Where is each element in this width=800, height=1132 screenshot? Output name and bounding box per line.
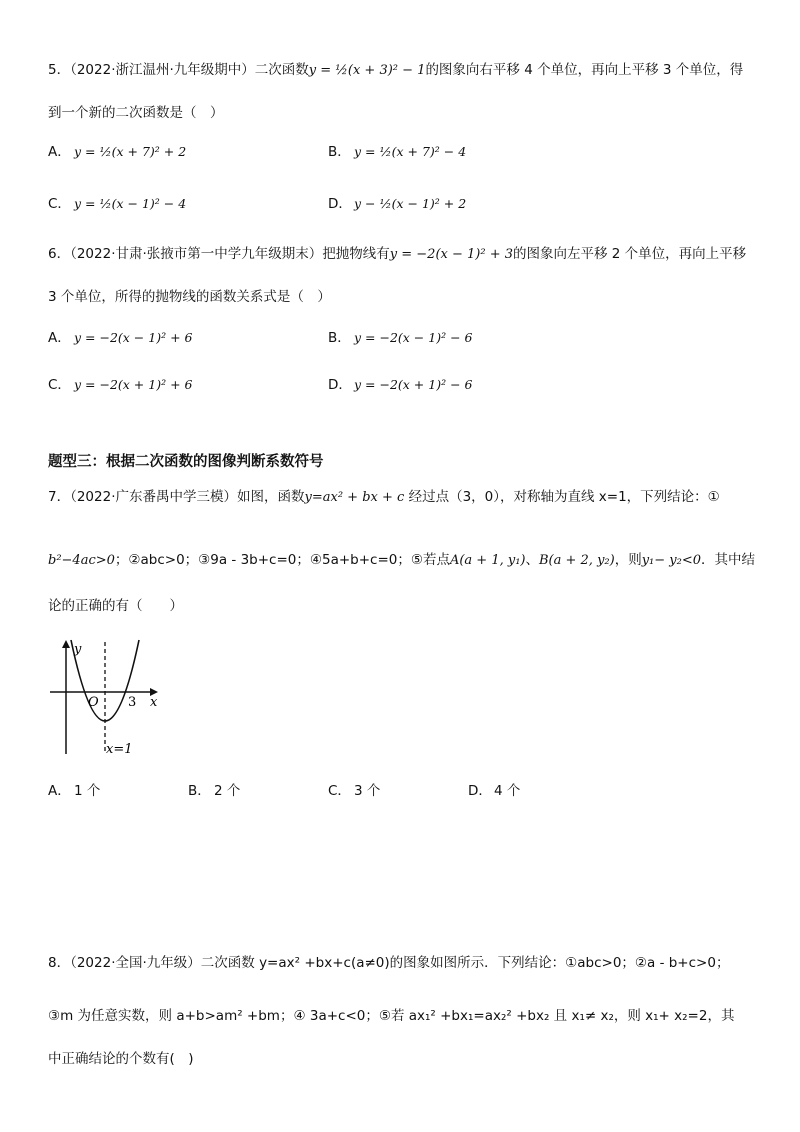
option-label: B． (328, 330, 351, 346)
q5-option-d[interactable] (328, 192, 466, 212)
q7-tail: ．其中结 (701, 552, 756, 568)
q5-prefix: 5．（2022·浙江温州·九年级期中）二次函数 (48, 62, 309, 78)
q8-line1: 8．（2022·全国·九年级）二次函数 y=ax² +bx+c(a≠0)的图象如图所示．下列结论：①abc>0；②a - b+c>0； (48, 955, 730, 971)
option-label: B． (328, 144, 351, 160)
q6-prefix: 6．（2022·甘肃·张掖市第一中学九年级期末）把抛物线有 (48, 246, 390, 262)
section-heading: 题型三：根据二次函数的图像判断系数符号 (48, 454, 324, 470)
option-formula: y = −2(x + 1)² + 6 (74, 377, 193, 392)
q6-line1 (48, 244, 746, 265)
symmetry-axis-label: x=1 (106, 742, 133, 757)
q5-suffix: 的图象向右平移 4 个单位，再向上平移 3 个单位，得 (425, 62, 744, 78)
q7-separator: 、 (525, 552, 539, 568)
q7-prefix: 7．（2022·广东番禺中学三模）如图，函数 (48, 489, 305, 505)
option-label: D． (328, 196, 352, 212)
q5-line2: 到一个新的二次函数是（ ） (48, 105, 224, 121)
q7-option-c[interactable] (328, 779, 380, 799)
option-text: 1 个 (74, 783, 101, 799)
option-label: A． (48, 144, 71, 160)
x-axis-label: x (150, 695, 158, 710)
q5-option-a[interactable] (48, 140, 186, 160)
option-label: A． (48, 330, 71, 346)
option-label: D． (328, 377, 352, 393)
q5-line1 (48, 60, 743, 81)
root-label: 3 (128, 695, 137, 710)
q7-point-b: B(a + 2, y₂) (539, 553, 615, 568)
origin-label: O (88, 695, 99, 710)
option-label: A． (48, 783, 71, 799)
q7-line1 (48, 487, 720, 508)
q8-line2: ③m 为任意实数，则 a+b>am² +bm；④ 3a+c<0；⑤若 ax₁² +bx₁=ax₂² +bx₂ 且 x₁≠ x₂，则 x₁+ x₂=2，其 (48, 1008, 735, 1024)
q6-option-c[interactable] (48, 373, 192, 393)
option-formula: y = −2(x − 1)² − 6 (354, 330, 473, 345)
option-text: 3 个 (354, 783, 381, 799)
option-formula: y = −2(x − 1)² + 6 (74, 330, 193, 345)
q6-function: y = −2(x − 1)² + 3 (389, 247, 513, 262)
q6-option-b[interactable] (328, 326, 472, 346)
option-label: C． (48, 196, 71, 212)
q5-option-b[interactable] (328, 140, 466, 160)
y-axis-label: y (74, 642, 82, 657)
option-formula: y = ½(x − 1)² − 4 (74, 196, 187, 211)
q6-option-d[interactable] (328, 373, 472, 393)
option-text: 4 个 (494, 783, 521, 799)
q7-option-d[interactable] (468, 779, 520, 799)
q5-function: y = ½(x + 3)² − 1 (308, 63, 426, 78)
q7-then: ，则 (614, 552, 642, 568)
option-formula: y = −2(x + 1)² − 6 (354, 377, 473, 392)
option-label: D． (468, 783, 492, 799)
option-formula: y = ½(x + 7)² + 2 (74, 144, 187, 159)
q7-line3: 论的正确的有（ ） (48, 598, 183, 614)
q8-line3: 中正确结论的个数有( ) (48, 1051, 194, 1067)
q7-line2 (48, 550, 755, 571)
option-label: B． (188, 783, 211, 799)
y-axis-arrow-icon (62, 640, 70, 648)
q7-option-a[interactable] (48, 779, 100, 799)
q7-parabola-graph (48, 632, 168, 760)
option-formula: y − ½(x − 1)² + 2 (354, 196, 467, 211)
q7-point-a: A(a + 1, y₁) (449, 553, 526, 568)
q7-discriminant: b²−4ac>0 (48, 553, 115, 568)
option-label: C． (48, 377, 71, 393)
option-label: C． (328, 783, 351, 799)
q6-option-a[interactable] (48, 326, 192, 346)
q6-suffix: 的图象向左平移 2 个单位，再向上平移 (513, 246, 747, 262)
q6-line2: 3 个单位，所得的抛物线的函数关系式是（ ） (48, 289, 331, 305)
option-formula: y = ½(x + 7)² − 4 (354, 144, 467, 159)
q5-option-c[interactable] (48, 192, 186, 212)
q7-conditions: ；②abc>0；③9a - 3b+c=0；④5a+b+c=0；⑤若点 (114, 552, 450, 568)
q7-suffix: 经过点（3，0），对称轴为直线 x=1，下列结论：① (408, 489, 720, 505)
q7-inequality: y₁− y₂<0 (641, 553, 702, 568)
q7-function: y=ax² + bx + c (304, 490, 405, 505)
option-text: 2 个 (214, 783, 241, 799)
q7-option-b[interactable] (188, 779, 240, 799)
